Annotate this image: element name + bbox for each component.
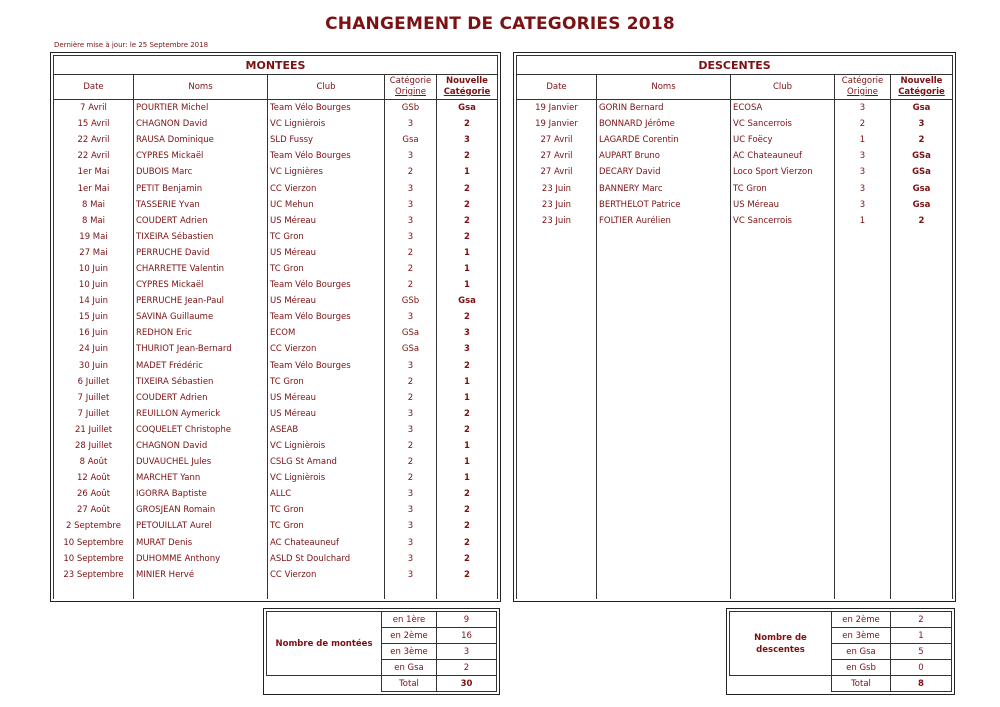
- cell-nouvelle-cat: 2: [437, 551, 498, 567]
- cell-nouvelle-cat: Gsa: [891, 100, 953, 117]
- table-row: [54, 293, 498, 309]
- cell-nouvelle-cat: 1: [437, 470, 498, 486]
- cell-club: Team Vélo Bourges: [268, 148, 385, 164]
- cell-nom: CHAGNON David: [134, 116, 268, 132]
- cell-club: TC Gron: [268, 502, 385, 518]
- cell-cat-origine: 3: [385, 197, 437, 213]
- cell-club: UC Mehun: [268, 197, 385, 213]
- col-nouvelle-line2: Catégorie: [443, 87, 491, 97]
- cell-nom: MINIER Hervé: [134, 567, 268, 583]
- table-row: [54, 535, 498, 551]
- last-update-note: Dernière mise à jour: le 25 Septembre 2018: [54, 41, 209, 49]
- col-cat-origine-line1: Catégorie: [841, 76, 884, 86]
- descentes-heading: DESCENTES: [517, 56, 953, 75]
- cell-nom: LAGARDE Corentin: [597, 132, 731, 148]
- summary-count: 5: [891, 644, 952, 660]
- col-cat-origine: [835, 75, 891, 100]
- col-club: Club: [268, 75, 385, 100]
- table-row: [54, 374, 498, 390]
- cell-nom: BERTHELOT Patrice: [597, 197, 731, 213]
- cell-date: 24 Juin: [54, 341, 134, 357]
- summary-count: 16: [437, 628, 497, 644]
- cell-nom: DUVAUCHEL Jules: [134, 454, 268, 470]
- cell-cat-origine: 3: [385, 567, 437, 583]
- cell-nom: IGORRA Baptiste: [134, 486, 268, 502]
- cell-nom: AUPART Bruno: [597, 148, 731, 164]
- col-cat-origine-line2: Origine: [395, 87, 426, 97]
- cell-cat-origine: 3: [385, 406, 437, 422]
- cell-club: UC Foëcy: [731, 132, 835, 148]
- cell-cat-origine: 3: [385, 180, 437, 196]
- cell-cat-origine: GSa: [385, 341, 437, 357]
- cell-nouvelle-cat: 2: [437, 518, 498, 534]
- cell-date: 6 Juillet: [54, 374, 134, 390]
- summary-cat: en Gsa: [382, 660, 437, 676]
- cell-nouvelle-cat: 2: [437, 567, 498, 583]
- cell-nom: COUDERT Adrien: [134, 213, 268, 229]
- cell-nouvelle-cat: 2: [437, 229, 498, 245]
- table-row: [517, 164, 953, 180]
- empty-cell: [835, 229, 891, 599]
- cell-date: 16 Juin: [54, 325, 134, 341]
- cell-cat-origine: 2: [385, 390, 437, 406]
- cell-club: CC Vierzon: [268, 180, 385, 196]
- cell-date: 7 Juillet: [54, 406, 134, 422]
- table-row: [54, 245, 498, 261]
- summary-count: 2: [891, 612, 952, 628]
- cell-nouvelle-cat: 2: [437, 486, 498, 502]
- table-row: [54, 454, 498, 470]
- summary-cat: en Gsa: [832, 644, 891, 660]
- cell-cat-origine: 3: [385, 358, 437, 374]
- montees-rows: [54, 100, 498, 600]
- descentes-summary: [726, 608, 955, 695]
- table-row: [517, 197, 953, 213]
- col-noms: Noms: [134, 75, 268, 100]
- montees-summary-label: Nombre de montées: [267, 612, 382, 676]
- cell-date: 8 Mai: [54, 197, 134, 213]
- cell-date: 23 Juin: [517, 180, 597, 196]
- col-nouvelle-cat: [437, 75, 498, 100]
- montees-summary-table: [266, 611, 497, 692]
- cell-nom: POURTIER Michel: [134, 100, 268, 117]
- cell-club: US Méreau: [268, 293, 385, 309]
- empty-cell: [597, 229, 731, 599]
- summary-total-value: 30: [437, 676, 497, 692]
- cell-nouvelle-cat: 2: [437, 197, 498, 213]
- cell-nouvelle-cat: 1: [437, 261, 498, 277]
- cell-nom: PERRUCHE David: [134, 245, 268, 261]
- descentes-summary-label-line2: descentes: [756, 644, 805, 655]
- cell-club: TC Gron: [731, 180, 835, 196]
- cell-date: 27 Avril: [517, 132, 597, 148]
- cell-nouvelle-cat: 2: [437, 535, 498, 551]
- cell-cat-origine: 1: [835, 213, 891, 229]
- table-row: [517, 148, 953, 164]
- cell-nom: BONNARD Jérôme: [597, 116, 731, 132]
- cell-nom: PERRUCHE Jean-Paul: [134, 293, 268, 309]
- montees-table-frame: [50, 52, 501, 602]
- cell-date: 10 Septembre: [54, 551, 134, 567]
- cell-club: CC Vierzon: [268, 341, 385, 357]
- cell-date: 27 Mai: [54, 245, 134, 261]
- cell-club: VC Lignières: [268, 164, 385, 180]
- table-row: [54, 567, 498, 583]
- cell-club: US Méreau: [731, 197, 835, 213]
- cell-nom: TIXEIRA Sébastien: [134, 374, 268, 390]
- cell-nouvelle-cat: 1: [437, 245, 498, 261]
- table-filler-row: [517, 229, 953, 599]
- table-row: [54, 325, 498, 341]
- cell-nouvelle-cat: 2: [437, 502, 498, 518]
- cell-nouvelle-cat: 1: [437, 164, 498, 180]
- cell-club: US Méreau: [268, 390, 385, 406]
- cell-date: 10 Juin: [54, 277, 134, 293]
- table-row: [54, 180, 498, 196]
- empty-cell: [517, 229, 597, 599]
- page-title: CHANGEMENT DE CATEGORIES 2018: [325, 14, 675, 34]
- table-row: [54, 518, 498, 534]
- cell-nom: CYPRES Mickaël: [134, 277, 268, 293]
- cell-date: 23 Juin: [517, 213, 597, 229]
- table-row: [54, 309, 498, 325]
- cell-club: VC Sancerrois: [731, 213, 835, 229]
- cell-nouvelle-cat: 2: [891, 132, 953, 148]
- table-row: [517, 116, 953, 132]
- summary-count: 0: [891, 660, 952, 676]
- table-row: [54, 277, 498, 293]
- col-nouvelle-line2: Catégorie: [898, 87, 945, 97]
- cell-nom: CHARRETTE Valentin: [134, 261, 268, 277]
- cell-date: 19 Mai: [54, 229, 134, 245]
- cell-date: 22 Avril: [54, 132, 134, 148]
- cell-cat-origine: 2: [385, 454, 437, 470]
- summary-cat: en 1ère: [382, 612, 437, 628]
- cell-date: 19 Janvier: [517, 116, 597, 132]
- cell-nouvelle-cat: 2: [437, 180, 498, 196]
- cell-nouvelle-cat: Gsa: [437, 293, 498, 309]
- summary-count: 9: [437, 612, 497, 628]
- table-row: [54, 213, 498, 229]
- cell-nouvelle-cat: 2: [437, 406, 498, 422]
- table-row: [54, 358, 498, 374]
- cell-nom: REDHON Eric: [134, 325, 268, 341]
- cell-nouvelle-cat: Gsa: [891, 180, 953, 196]
- cell-nouvelle-cat: 2: [891, 213, 953, 229]
- empty-cell: [731, 229, 835, 599]
- table-row: [54, 341, 498, 357]
- cell-nom: DUHOMME Anthony: [134, 551, 268, 567]
- cell-cat-origine: 3: [835, 180, 891, 196]
- cell-nouvelle-cat: GSa: [891, 164, 953, 180]
- summary-total-label: Total: [382, 676, 437, 692]
- cell-date: 21 Juillet: [54, 422, 134, 438]
- cell-cat-origine: Gsa: [385, 132, 437, 148]
- cell-date: 14 Juin: [54, 293, 134, 309]
- summary-spacer: [730, 676, 832, 692]
- cell-cat-origine: 3: [385, 229, 437, 245]
- cell-nom: GORIN Bernard: [597, 100, 731, 117]
- cell-nom: REUILLON Aymerick: [134, 406, 268, 422]
- cell-nouvelle-cat: 1: [437, 374, 498, 390]
- cell-nom: PETOUILLAT Aurel: [134, 518, 268, 534]
- cell-cat-origine: 3: [385, 518, 437, 534]
- empty-cell: [54, 583, 134, 599]
- cell-nom: TASSERIE Yvan: [134, 197, 268, 213]
- montees-table: [53, 55, 498, 599]
- cell-nouvelle-cat: Gsa: [891, 197, 953, 213]
- table-row: [54, 116, 498, 132]
- table-row: [517, 132, 953, 148]
- table-row: [54, 100, 498, 117]
- cell-club: TC Gron: [268, 374, 385, 390]
- cell-cat-origine: 3: [835, 164, 891, 180]
- cell-date: 10 Juin: [54, 261, 134, 277]
- table-row: [54, 390, 498, 406]
- table-row: [54, 197, 498, 213]
- empty-cell: [134, 583, 268, 599]
- cell-nouvelle-cat: Gsa: [437, 100, 498, 117]
- empty-cell: [385, 583, 437, 599]
- cell-club: Team Vélo Bourges: [268, 358, 385, 374]
- table-row: [517, 213, 953, 229]
- cell-date: 23 Juin: [517, 197, 597, 213]
- table-row: [54, 164, 498, 180]
- table-row: [54, 551, 498, 567]
- empty-cell: [891, 229, 953, 599]
- cell-nom: PETIT Benjamin: [134, 180, 268, 196]
- cell-nouvelle-cat: 3: [437, 341, 498, 357]
- cell-nouvelle-cat: 2: [437, 148, 498, 164]
- cell-nom: COQUELET Christophe: [134, 422, 268, 438]
- cell-cat-origine: 3: [835, 100, 891, 117]
- descentes-summary-table: [729, 611, 952, 692]
- cell-club: CC Vierzon: [268, 567, 385, 583]
- col-nouvelle-line1: Nouvelle: [446, 76, 488, 86]
- cell-nom: DECARY David: [597, 164, 731, 180]
- cell-club: ECOSA: [731, 100, 835, 117]
- col-cat-origine-line2: Origine: [847, 87, 878, 97]
- cell-date: 27 Août: [54, 502, 134, 518]
- cell-cat-origine: 2: [385, 164, 437, 180]
- cell-cat-origine: 3: [385, 116, 437, 132]
- summary-cat: en Gsb: [832, 660, 891, 676]
- montees-summary: [263, 608, 500, 695]
- cell-nom: CYPRES Mickaël: [134, 148, 268, 164]
- descentes-summary-label: [730, 612, 832, 676]
- cell-cat-origine: 3: [385, 422, 437, 438]
- cell-nouvelle-cat: 2: [437, 358, 498, 374]
- table-row: [54, 132, 498, 148]
- table-row: [54, 438, 498, 454]
- cell-cat-origine: 2: [385, 277, 437, 293]
- col-noms: Noms: [597, 75, 731, 100]
- col-date: Date: [517, 75, 597, 100]
- cell-nom: DUBOIS Marc: [134, 164, 268, 180]
- cell-date: 15 Juin: [54, 309, 134, 325]
- cell-club: ASEAB: [268, 422, 385, 438]
- summary-count: 1: [891, 628, 952, 644]
- cell-nom: RAUSA Dominique: [134, 132, 268, 148]
- cell-club: AC Chateauneuf: [268, 535, 385, 551]
- empty-cell: [437, 583, 498, 599]
- table-row: [54, 502, 498, 518]
- cell-date: 15 Avril: [54, 116, 134, 132]
- cell-cat-origine: 2: [385, 245, 437, 261]
- cell-club: TC Gron: [268, 518, 385, 534]
- cell-date: 19 Janvier: [517, 100, 597, 117]
- cell-club: Team Vélo Bourges: [268, 100, 385, 117]
- cell-cat-origine: 1: [835, 132, 891, 148]
- descentes-table-frame: [513, 52, 956, 602]
- cell-nouvelle-cat: 1: [437, 390, 498, 406]
- cell-cat-origine: 3: [835, 197, 891, 213]
- cell-nouvelle-cat: 3: [437, 132, 498, 148]
- cell-date: 27 Avril: [517, 164, 597, 180]
- cell-nom: FOLTIER Aurélien: [597, 213, 731, 229]
- table-row: [54, 261, 498, 277]
- table-row: [517, 100, 953, 117]
- cell-nouvelle-cat: 1: [437, 277, 498, 293]
- cell-cat-origine: 2: [835, 116, 891, 132]
- cell-cat-origine: 3: [385, 213, 437, 229]
- cell-date: 28 Juillet: [54, 438, 134, 454]
- cell-nom: MADET Frédéric: [134, 358, 268, 374]
- table-row: [54, 229, 498, 245]
- table-row: [517, 180, 953, 196]
- col-date: Date: [54, 75, 134, 100]
- cell-date: 7 Juillet: [54, 390, 134, 406]
- cell-date: 10 Septembre: [54, 535, 134, 551]
- cell-nom: CHAGNON David: [134, 438, 268, 454]
- cell-date: 8 Août: [54, 454, 134, 470]
- descentes-summary-label-line1: Nombre de: [754, 632, 807, 643]
- cell-cat-origine: 2: [385, 374, 437, 390]
- cell-club: Loco Sport Vierzon: [731, 164, 835, 180]
- cell-club: US Méreau: [268, 213, 385, 229]
- cell-nouvelle-cat: 2: [437, 213, 498, 229]
- summary-spacer: [267, 676, 382, 692]
- col-club: Club: [731, 75, 835, 100]
- cell-club: TC Gron: [268, 261, 385, 277]
- cell-cat-origine: 3: [385, 309, 437, 325]
- cell-club: SLD Fussy: [268, 132, 385, 148]
- descentes-rows: [517, 100, 953, 600]
- cell-nom: SAVINA Guillaume: [134, 309, 268, 325]
- cell-cat-origine: 3: [385, 502, 437, 518]
- cell-club: AC Chateauneuf: [731, 148, 835, 164]
- summary-count: 2: [437, 660, 497, 676]
- cell-nouvelle-cat: 2: [437, 422, 498, 438]
- summary-cat: en 2ème: [382, 628, 437, 644]
- cell-nom: MARCHET Yann: [134, 470, 268, 486]
- cell-cat-origine: GSa: [385, 325, 437, 341]
- cell-club: CSLG St Amand: [268, 454, 385, 470]
- cell-club: VC Lignièrois: [268, 116, 385, 132]
- cell-nouvelle-cat: 1: [437, 438, 498, 454]
- empty-cell: [268, 583, 385, 599]
- cell-club: Team Vélo Bourges: [268, 277, 385, 293]
- montees-heading: MONTEES: [54, 56, 498, 75]
- cell-date: 27 Avril: [517, 148, 597, 164]
- cell-nouvelle-cat: 2: [437, 309, 498, 325]
- cell-nom: GROSJEAN Romain: [134, 502, 268, 518]
- table-row: [54, 470, 498, 486]
- cell-club: VC Lignièrois: [268, 438, 385, 454]
- cell-date: 30 Juin: [54, 358, 134, 374]
- cell-cat-origine: 2: [385, 470, 437, 486]
- cell-cat-origine: 3: [385, 486, 437, 502]
- descentes-table: [516, 55, 953, 599]
- table-row: [54, 422, 498, 438]
- cell-cat-origine: 3: [385, 551, 437, 567]
- table-row: [54, 148, 498, 164]
- cell-cat-origine: GSb: [385, 100, 437, 117]
- table-row: [54, 406, 498, 422]
- cell-club: VC Sancerrois: [731, 116, 835, 132]
- summary-cat: en 3ème: [832, 628, 891, 644]
- cell-date: 1er Mai: [54, 164, 134, 180]
- cell-nouvelle-cat: 3: [437, 325, 498, 341]
- cell-cat-origine: 2: [385, 438, 437, 454]
- cell-nouvelle-cat: 2: [437, 116, 498, 132]
- cell-club: TC Gron: [268, 229, 385, 245]
- cell-nom: MURAT Denis: [134, 535, 268, 551]
- summary-cat: en 2ème: [832, 612, 891, 628]
- cell-cat-origine: 3: [385, 148, 437, 164]
- cell-club: US Méreau: [268, 245, 385, 261]
- summary-total-label: Total: [832, 676, 891, 692]
- cell-nouvelle-cat: GSa: [891, 148, 953, 164]
- cell-club: Team Vélo Bourges: [268, 309, 385, 325]
- cell-date: 7 Avril: [54, 100, 134, 117]
- col-nouvelle-line1: Nouvelle: [900, 76, 943, 86]
- cell-club: ECOM: [268, 325, 385, 341]
- summary-total-value: 8: [891, 676, 952, 692]
- cell-nouvelle-cat: 1: [437, 454, 498, 470]
- col-cat-origine-line1: Catégorie: [389, 76, 432, 86]
- cell-cat-origine: GSb: [385, 293, 437, 309]
- cell-nom: THURIOT Jean-Bernard: [134, 341, 268, 357]
- summary-cat: en 3ème: [382, 644, 437, 660]
- cell-date: 8 Mai: [54, 213, 134, 229]
- cell-nom: TIXEIRA Sébastien: [134, 229, 268, 245]
- cell-club: US Méreau: [268, 406, 385, 422]
- cell-date: 1er Mai: [54, 180, 134, 196]
- cell-cat-origine: 3: [385, 535, 437, 551]
- cell-nom: COUDERT Adrien: [134, 390, 268, 406]
- table-row: [54, 486, 498, 502]
- summary-count: 3: [437, 644, 497, 660]
- col-cat-origine: [385, 75, 437, 100]
- cell-cat-origine: 3: [835, 148, 891, 164]
- cell-date: 26 Août: [54, 486, 134, 502]
- cell-date: 22 Avril: [54, 148, 134, 164]
- cell-cat-origine: 2: [385, 261, 437, 277]
- col-nouvelle-cat: [891, 75, 953, 100]
- cell-date: 23 Septembre: [54, 567, 134, 583]
- cell-club: ALLC: [268, 486, 385, 502]
- cell-club: ASLD St Doulchard: [268, 551, 385, 567]
- cell-date: 2 Septembre: [54, 518, 134, 534]
- cell-date: 12 Août: [54, 470, 134, 486]
- table-filler-row: [54, 583, 498, 599]
- cell-nouvelle-cat: 3: [891, 116, 953, 132]
- cell-club: VC Lignièrois: [268, 470, 385, 486]
- cell-nom: BANNERY Marc: [597, 180, 731, 196]
